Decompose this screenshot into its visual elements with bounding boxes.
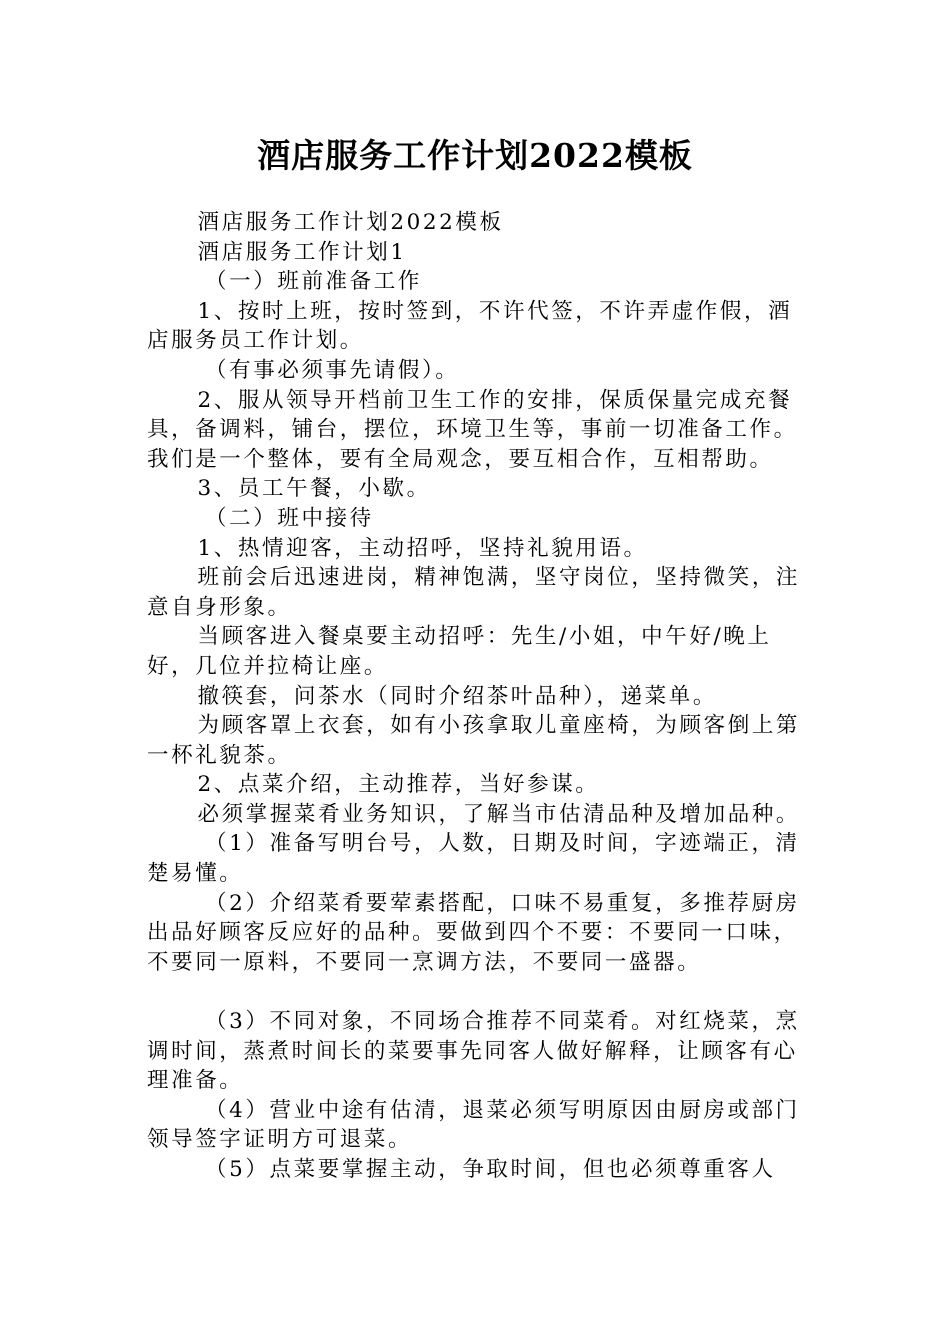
paragraph-item: 撤筷套，问茶水（同时介绍茶叶品种），递菜单。 <box>197 683 717 709</box>
blank-line <box>147 977 802 1007</box>
document-body <box>147 208 802 1185</box>
paragraph-item: （3）不同对象，不同场合推荐不同菜肴。对红烧菜，烹调时间，蒸煮时间长的菜要事先同客人做好解释，让顾客有心理准备。 <box>147 1009 800 1094</box>
paragraph-part-two-heading: （二）班中接待 <box>205 505 374 531</box>
paragraph-item: （5）点菜要掌握主动，争取时间，但也必须尊重客人 <box>205 1157 776 1182</box>
paragraph-item: （有事必须事先请假）。 <box>205 357 460 383</box>
paragraph-item: 2、点菜介绍，主动推荐，当好参谋。 <box>197 772 600 798</box>
paragraph-part-one-heading: （一）班前准备工作 <box>205 269 422 295</box>
document-title: 酒店服务工作计划2022模板 <box>257 136 693 175</box>
paragraph-item: 班前会后迅速进岗，精神饱满，坚守岗位，坚持微笑，注意自身形象。 <box>147 565 801 620</box>
paragraph-item: 当顾客进入餐桌要主动招呼：先生/小姐，中午好/晚上好，几位并拉椅让座。 <box>147 624 772 679</box>
paragraph-subtitle: 酒店服务工作计划2022模板 <box>197 210 504 235</box>
paragraph-item: （4）营业中途有估清，退菜必须写明原因由厨房或部门领导签字证明方可退菜。 <box>147 1097 800 1153</box>
paragraph-item: 1、按时上班，按时签到，不许代签，不许弄虚作假，酒店服务员工作计划。 <box>147 298 793 354</box>
paragraph-item: （1）准备写明台号，人数，日期及时间，字迹端正，清楚易懂。 <box>147 831 800 887</box>
paragraph-item: 3、员工午餐，小歇。 <box>197 476 431 502</box>
paragraph-item: 为顾客罩上衣套，如有小孩拿取儿童座椅，为顾客倒上第一杯礼貌茶。 <box>147 713 801 768</box>
paragraph-item: 必须掌握菜肴业务知识，了解当市估清品种及增加品种。 <box>197 801 801 827</box>
paragraph-item: （2）介绍菜肴要荤素搭配，口味不易重复，多推荐厨房出品好顾客反应好的品种。要做到四个不要：不要同一口味，不要同一原料，不要同一烹调方法，不要同一盛器。 <box>147 890 800 975</box>
paragraph-item: 1、热情迎客，主动招呼，坚持礼貌用语。 <box>197 535 648 561</box>
paragraph-item: 2、服从领导开档前卫生工作的安排，保质保量完成充餐具，备调料，铺台，摆位，环境卫生等，事前一切准备工作。我们是一个整体，要有全局观念，要互相合作，互相帮助。 <box>147 387 798 472</box>
paragraph-section-heading: 酒店服务工作计划1 <box>197 239 407 265</box>
